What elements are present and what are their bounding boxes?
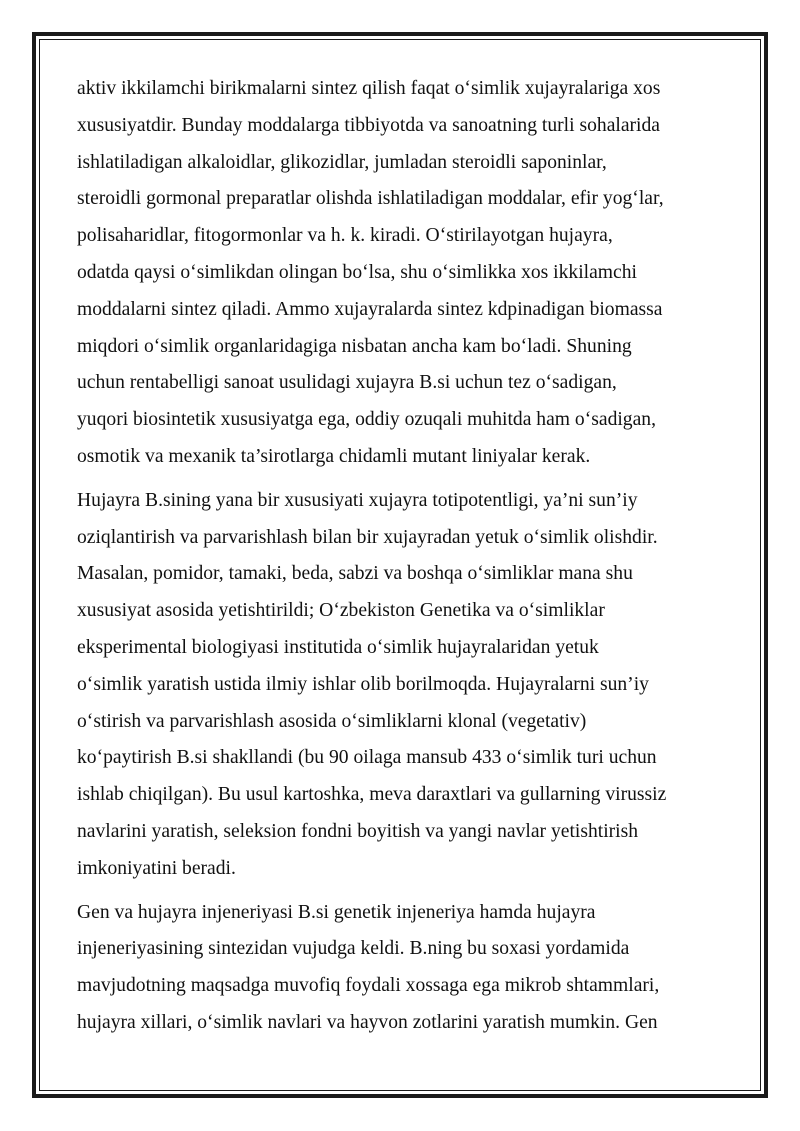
text-line: imkoniyatini beradi. (77, 857, 236, 879)
text-line: ishlab chiqilgan). Bu usul kartoshka, meva daraxtlari va gullarning virussiz (77, 784, 667, 806)
paragraph-2 (77, 483, 727, 888)
text-line: uchun rentabelligi sanoat usulidagi xujayra B.si uchun tez oʻsadigan, (77, 372, 617, 394)
text-line: miqdori oʻsimlik organlaridagiga nisbatan ancha kam boʻladi. Shuning (77, 335, 632, 357)
text-line: xususiyat asosida yetishtirildi; Oʻzbekiston Genetika va oʻsimliklar (77, 600, 605, 622)
text-line: moddalarni sintez qiladi. Ammo xujayralarda sintez kdpinadigan biomassa (77, 298, 663, 320)
text-line: ishlatiladigan alkaloidlar, glikozidlar, jumladan steroidli saponinlar, (77, 151, 607, 173)
text-line: injeneriyasining sintezidan vujudga keldi. B.ning bu soxasi yordamida (77, 938, 630, 960)
paragraph-3 (77, 895, 727, 1042)
text-line: hujayra xillari, oʻsimlik navlari va hayvon zotlarini yaratish mumkin. Gen (77, 1011, 658, 1033)
text-line: Hujayra B.sining yana bir xususiyati xujayra totipotentligi, ya’ni sun’iy (77, 489, 638, 511)
text-line: eksperimental biologiyasi institutida oʻsimlik hujayralaridan yetuk (77, 636, 599, 658)
document-body (77, 71, 727, 1049)
text-line: yuqori biosintetik xususiyatga ega, oddiy ozuqali muhitda ham oʻsadigan, (77, 409, 657, 431)
text-line: steroidli gormonal preparatlar olishda ishlatiladigan moddalar, efir yogʻlar, (77, 188, 664, 210)
text-line: mavjudotning maqsadga muvofiq foydali xossaga ega mikrob shtammlari, (77, 975, 660, 997)
text-line: polisaharidlar, fitogormonlar va h. k. kiradi. Oʻstirilayotgan hujayra, (77, 225, 613, 247)
text-line: oʻsimlik yaratish ustida ilmiy ishlar olib borilmoqda. Hujayralarni sun’iy (77, 673, 649, 695)
text-line: Masalan, pomidor, tamaki, beda, sabzi va boshqa oʻsimliklar mana shu (77, 563, 633, 585)
text-line: odatda qaysi oʻsimlikdan olingan boʻlsa, shu oʻsimlikka xos ikkilamchi (77, 261, 637, 283)
text-line: Gen va hujayra injeneriyasi B.si genetik injeneriya hamda hujayra (77, 901, 596, 923)
text-line: navlarini yaratish, seleksion fondni boyitish va yangi navlar yetishtirish (77, 820, 639, 842)
text-line: xususiyatdir. Bunday moddalarga tibbiyotda va sanoatning turli sohalarida (77, 114, 660, 136)
text-line: osmotik va mexanik ta’sirotlarga chidamli mutant liniyalar kerak. (77, 445, 591, 467)
text-line: oziqlantirish va parvarishlash bilan bir xujayradan yetuk oʻsimlik olishdir. (77, 526, 658, 548)
text-line: oʻstirish va parvarishlash asosida oʻsimliklarni klonal (vegetativ) (77, 710, 587, 732)
text-line: koʻpaytirish B.si shakllandi (bu 90 oilaga mansub 433 oʻsimlik turi uchun (77, 747, 657, 769)
paragraph-1 (77, 71, 727, 476)
text-line: aktiv ikkilamchi birikmalarni sintez qilish faqat oʻsimlik xujayralariga xos (77, 78, 661, 99)
